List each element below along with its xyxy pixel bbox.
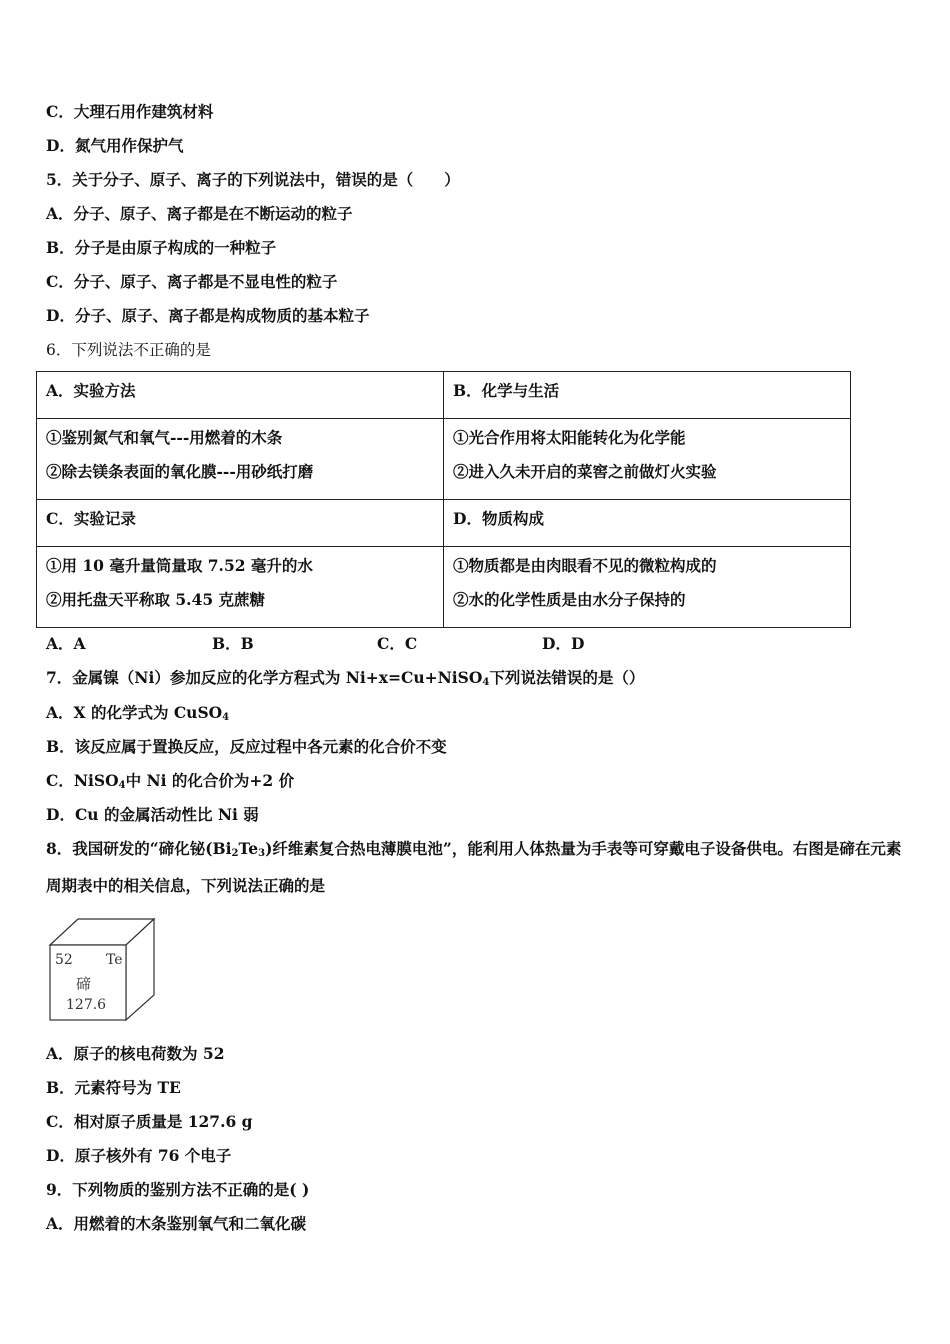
q6-a-item-1: ①鉴别氮气和氧气---用燃着的木条 bbox=[46, 428, 283, 447]
q9-stem: 9．下列物质的鉴别方法不正确的是( ) bbox=[46, 1180, 310, 1199]
tellurium-element-card bbox=[46, 915, 158, 1023]
q5-option-a: A．分子、原子、离子都是在不断运动的粒子 bbox=[46, 204, 353, 223]
q5-option-b: B．分子是由原子构成的一种粒子 bbox=[46, 238, 277, 257]
q6-a-head-text: A．实验方法 bbox=[46, 381, 136, 400]
q8-option-a: A．原子的核电荷数为 52 bbox=[46, 1044, 225, 1063]
q8-option-d: D．原子核外有 76 个电子 bbox=[46, 1146, 232, 1165]
q6-a-item-2: ②除去镁条表面的氧化膜---用砂纸打磨 bbox=[46, 462, 314, 481]
q9-option-a: A．用燃着的木条鉴别氧气和二氧化碳 bbox=[46, 1214, 307, 1233]
q6-cell-b-head bbox=[444, 372, 851, 419]
q6-c-item-1: ①用 10 毫升量筒量取 7.52 毫升的水 bbox=[46, 556, 313, 575]
q6-c-head-text: C．实验记录 bbox=[46, 509, 136, 528]
q7-stem-prefix: 7．金属镍（Ni）参加反应的化学方程式为 Ni+x=Cu+NiSO bbox=[46, 668, 483, 687]
q5-option-c: C．分子、原子、离子都是不显电性的粒子 bbox=[46, 272, 338, 291]
q6-d-item-2: ②水的化学性质是由水分子保持的 bbox=[453, 590, 686, 609]
q7-c-suffix: 中 Ni 的化合价为+2 价 bbox=[125, 771, 295, 790]
q6-cell-d-head bbox=[444, 500, 851, 547]
q7-c-prefix: C．NiSO bbox=[46, 771, 119, 790]
q6-d-item-1: ①物质都是由肉眼看不见的微粒构成的 bbox=[453, 556, 717, 575]
q8-stem bbox=[46, 830, 908, 904]
q6-choice-b: B．B bbox=[212, 634, 254, 653]
q6-cell-d-body bbox=[444, 547, 851, 628]
element-symbol: Te bbox=[106, 952, 123, 968]
q6-cell-a-head bbox=[37, 372, 444, 419]
q7-option-a bbox=[46, 703, 229, 723]
q7-c-subscript: 4 bbox=[118, 780, 126, 791]
q8-option-b: B．元素符号为 TE bbox=[46, 1078, 181, 1097]
q6-cell-b-body bbox=[444, 419, 851, 500]
q6-d-head-text: D．物质构成 bbox=[453, 509, 544, 528]
q6-cell-c-body bbox=[37, 547, 444, 628]
q4-option-d: D．氮气用作保护气 bbox=[46, 136, 184, 155]
q5-option-d: D．分子、原子、离子都是构成物质的基本粒子 bbox=[46, 306, 370, 325]
q4-option-c: C．大理石用作建筑材料 bbox=[46, 102, 214, 121]
q8-stem-sub2: 3 bbox=[258, 848, 266, 859]
q6-b-item-2: ②进入久未开启的菜窖之前做灯火实验 bbox=[453, 462, 717, 481]
q8-stem-part2: Te bbox=[238, 839, 259, 858]
q6-choice-d: D．D bbox=[542, 634, 585, 653]
element-atomic-number: 52 bbox=[55, 952, 73, 968]
q7-option-d: D．Cu 的金属活动性比 Ni 弱 bbox=[46, 805, 259, 824]
q6-cell-a-body bbox=[37, 419, 444, 500]
q6-options-table bbox=[36, 371, 851, 628]
q6-choice-c: C．C bbox=[377, 634, 418, 653]
q6-cell-c-head bbox=[37, 500, 444, 547]
q7-option-b: B．该反应属于置换反应，反应过程中各元素的化合价不变 bbox=[46, 737, 447, 756]
q8-stem-part1: 8．我国研发的“碲化铋(Bi bbox=[46, 839, 232, 858]
q6-choice-a: A．A bbox=[46, 634, 86, 653]
q7-a-text: A．X 的化学式为 CuSO bbox=[46, 703, 223, 722]
q6-c-item-2: ②用托盘天平称取 5.45 克蔗糖 bbox=[46, 590, 266, 609]
q7-a-subscript: 4 bbox=[222, 712, 230, 723]
q8-stem-sub1: 2 bbox=[231, 848, 239, 859]
q7-stem-suffix: 下列说法错误的是（） bbox=[489, 668, 645, 687]
q5-stem: 5．关于分子、原子、离子的下列说法中，错误的是（ ） bbox=[46, 170, 460, 189]
element-name: 碲 bbox=[76, 975, 92, 993]
q7-option-c bbox=[46, 771, 294, 791]
q8-stem-part3: )纤维素复合热电薄膜电池”，能利用人体热量为手表等可穿戴电子设备供电。右图是碲在元素周期表中的相关信息，下列说法正确的是 bbox=[46, 839, 902, 895]
q6-b-head-text: B．化学与生活 bbox=[453, 381, 560, 400]
q6-stem: 6．下列说法不正确的是 bbox=[46, 341, 211, 359]
q7-stem bbox=[46, 668, 644, 688]
q6-b-item-1: ①光合作用将太阳能转化为化学能 bbox=[453, 428, 686, 447]
q7-stem-subscript: 4 bbox=[482, 677, 490, 688]
q8-option-c: C．相对原子质量是 127.6 g bbox=[46, 1112, 253, 1131]
element-atomic-mass: 127.6 bbox=[66, 997, 107, 1013]
